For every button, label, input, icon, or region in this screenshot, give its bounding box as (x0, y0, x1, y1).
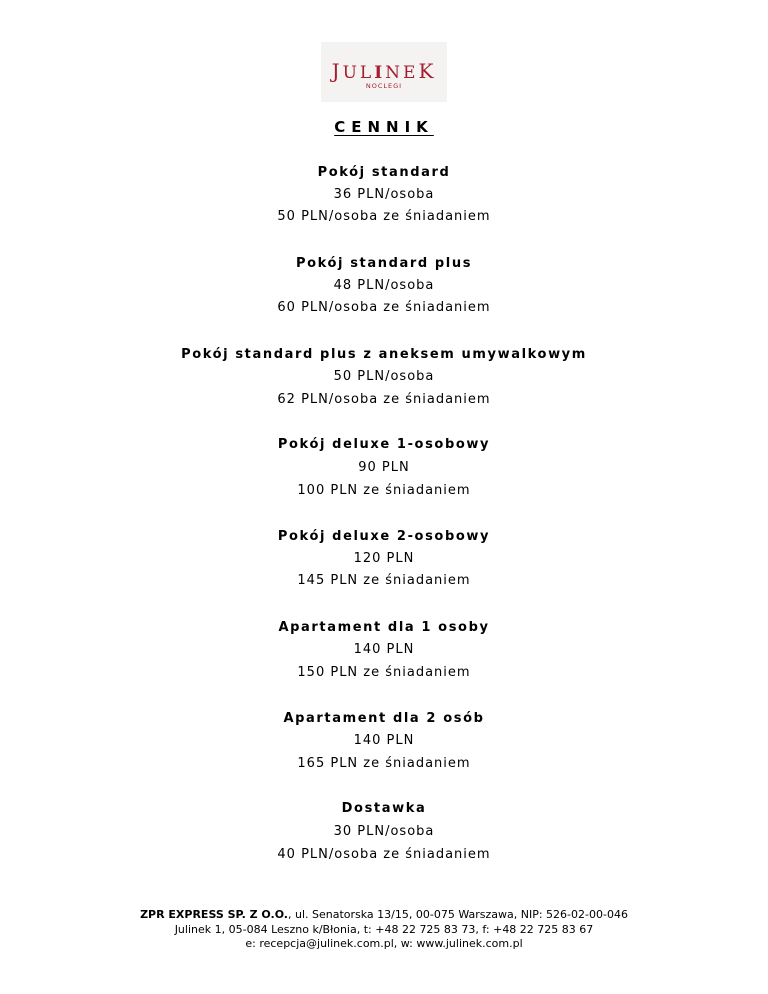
footer-line-3: e: recepcja@julinek.com.pl, w: www.julinek.com.pl (245, 937, 523, 950)
section-title: Pokój deluxe 1-osobowy (277, 437, 491, 452)
company-footer (0, 908, 768, 952)
section-price: 120 PLN (353, 551, 415, 566)
section-price-breakfast: 40 PLN/osoba ze śniadaniem (277, 847, 491, 862)
section-price-breakfast: 62 PLN/osoba ze śniadaniem (277, 392, 491, 407)
section-price-breakfast: 100 PLN ze śniadaniem (297, 483, 471, 498)
footer-line-1 (0, 908, 768, 923)
section-price: 140 PLN (353, 733, 415, 748)
section-title: Dostawka (341, 801, 427, 816)
section-price: 140 PLN (353, 642, 415, 657)
price-list-heading: CENNIK (334, 118, 434, 136)
logo-figure-mark: I (374, 63, 386, 83)
section-price-breakfast: 150 PLN ze śniadaniem (297, 665, 471, 680)
section-price-breakfast: 165 PLN ze śniadaniem (297, 756, 471, 771)
section-price: 30 PLN/osoba (333, 824, 435, 839)
section-title: Pokój standard plus (295, 256, 473, 271)
footer-line-2: Julinek 1, 05-084 Leszno k/Błonia, t: +48 22 725 83 73, f: +48 22 725 83 67 (174, 922, 594, 936)
section-price-breakfast: 50 PLN/osoba ze śniadaniem (277, 209, 491, 224)
section-price: 90 PLN (358, 460, 410, 475)
section-title: Apartament dla 2 osób (283, 711, 485, 726)
logo-wordmark (321, 59, 447, 83)
section-title: Apartament dla 1 osoby (278, 620, 490, 635)
logo-letter-k: K (418, 59, 437, 83)
section-title: Pokój standard (317, 165, 451, 180)
section-title: Pokój deluxe 2-osobowy (277, 529, 491, 544)
section-price: 48 PLN/osoba (333, 278, 435, 293)
company-name: ZPR EXPRESS SP. Z O.O. (140, 908, 288, 921)
logo-letters-ne: NE (385, 63, 419, 83)
section-price: 50 PLN/osoba (333, 369, 435, 384)
section-price: 36 PLN/osoba (333, 187, 435, 202)
section-price-breakfast: 60 PLN/osoba ze śniadaniem (277, 300, 491, 315)
julinek-logo (321, 42, 447, 102)
company-address: , ul. Senatorska 13/15, 00-075 Warszawa, NIP: 526-02-00-046 (287, 908, 628, 921)
logo-letters-ul: UL (342, 63, 375, 83)
section-price-breakfast: 145 PLN ze śniadaniem (297, 573, 471, 588)
logo-letter-j: J (331, 59, 343, 83)
logo-subtitle: NOCLEGI (365, 82, 403, 90)
section-title: Pokój standard plus z aneksem umywalkowym (181, 347, 587, 362)
